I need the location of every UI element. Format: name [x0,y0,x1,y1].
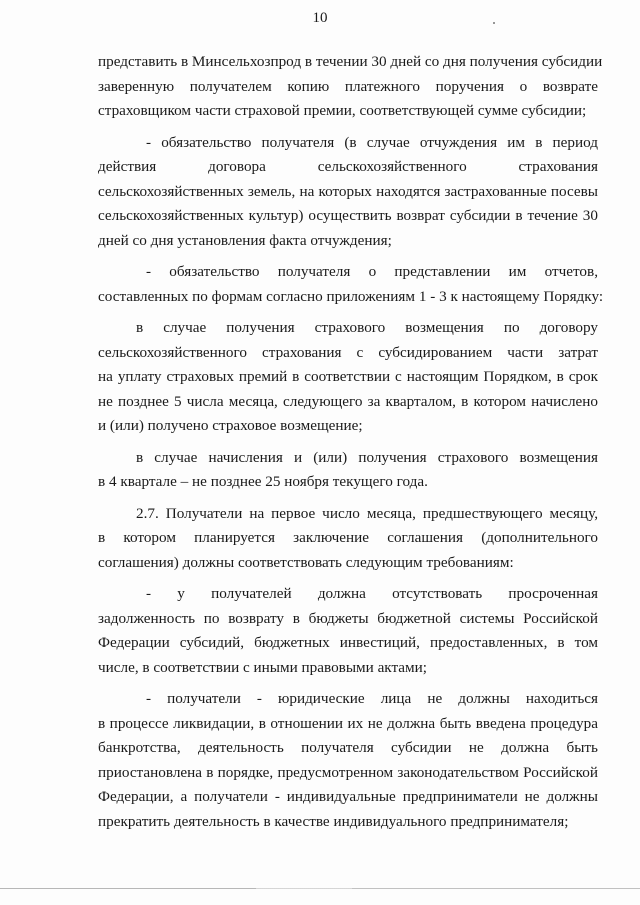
text-line: в случае начисления и (или) получения страхового возмещения [136,448,598,466]
text-line: в случае получения страхового возмещения по договору [136,319,598,336]
text-line: сельскохозяйственных культур) осуществить возврат субсидии в течение 30 [98,207,598,224]
text-line: - получатели - юридические лица не должны находиться [146,690,598,707]
paragraph-gap [98,575,598,582]
text-line: дней со дня установления факта отчуждения; [98,231,392,249]
text-line: - обязательство получателя (в случае отчуждения им в период [146,133,598,151]
text-line: в процессе ликвидации, в отношении их не должна быть введена процедура [98,714,598,732]
text-line: Федерации, а получатели - индивидуальные предприниматели не должны [98,788,598,805]
text-line: Федерации субсидий, бюджетных инвестиций, предоставленных, в том [98,634,598,651]
text-line: 2.7. Получатели на первое число месяца, предшествующего месяцу, [136,504,598,522]
text-line: страховщиком части страховой премии, соответствующей сумме субсидии; [98,102,587,119]
text-line: числе, в соответствии с иными правовыми актами; [98,658,428,676]
text-line: - у получателей должна отсутствовать просроченная [146,585,598,602]
scan-edge-line [0,888,640,889]
text-line: прекратить деятельность в качестве индивидуального предпринимателя; [98,812,569,830]
body-text [98,50,604,834]
text-line: сельскохозяйственного страхования с субсидированием части затрат [98,343,598,361]
text-line: приостановлена в порядке, предусмотренном законодательством Российской [98,763,598,781]
page-number: 10 [312,10,328,26]
text-line: сельскохозяйственных земель, на которых находятся застрахованные посевы [98,182,598,200]
paragraph-gap [98,680,598,687]
text-line: не позднее 5 числа месяца, следующего за кварталом, в котором начислено [98,392,598,410]
text-line: заверенную получателем копию платежного поручения о возврате [98,77,598,95]
text-line: на уплату страховых премий в соответствии с настоящим Порядком, в срок [98,368,598,385]
scan-speck [493,22,495,24]
paragraph-gap [98,124,598,131]
paragraph-gap [98,309,598,316]
text-line: соглашения) должны соответствовать следующим требованиям: [98,553,514,571]
text-line: в котором планируется заключение соглашения (дополнительного [98,529,598,546]
text-line: составленных по формам согласно приложениям 1 - 3 к настоящему Порядку: [98,287,604,305]
text-line: - обязательство получателя о представлении им отчетов, [146,263,598,280]
text-line: задолженность по возврату в бюджеты бюджетной системы Российской [98,609,598,627]
text-line: в 4 квартале – не позднее 25 ноября текущего года. [98,473,428,490]
text-line: и (или) получено страховое возмещение; [98,417,363,434]
paragraph-gap [98,439,598,446]
text-line: банкротства, деятельность получателя субсидии не должна быть [98,739,598,756]
text-line: действия договора сельскохозяйственного страхования [98,158,598,175]
paragraph-gap [98,495,598,502]
text-line: представить в Минсельхозпрод в течении 30 дней со дня получения субсидии [98,53,603,70]
paragraph-gap [98,253,598,260]
